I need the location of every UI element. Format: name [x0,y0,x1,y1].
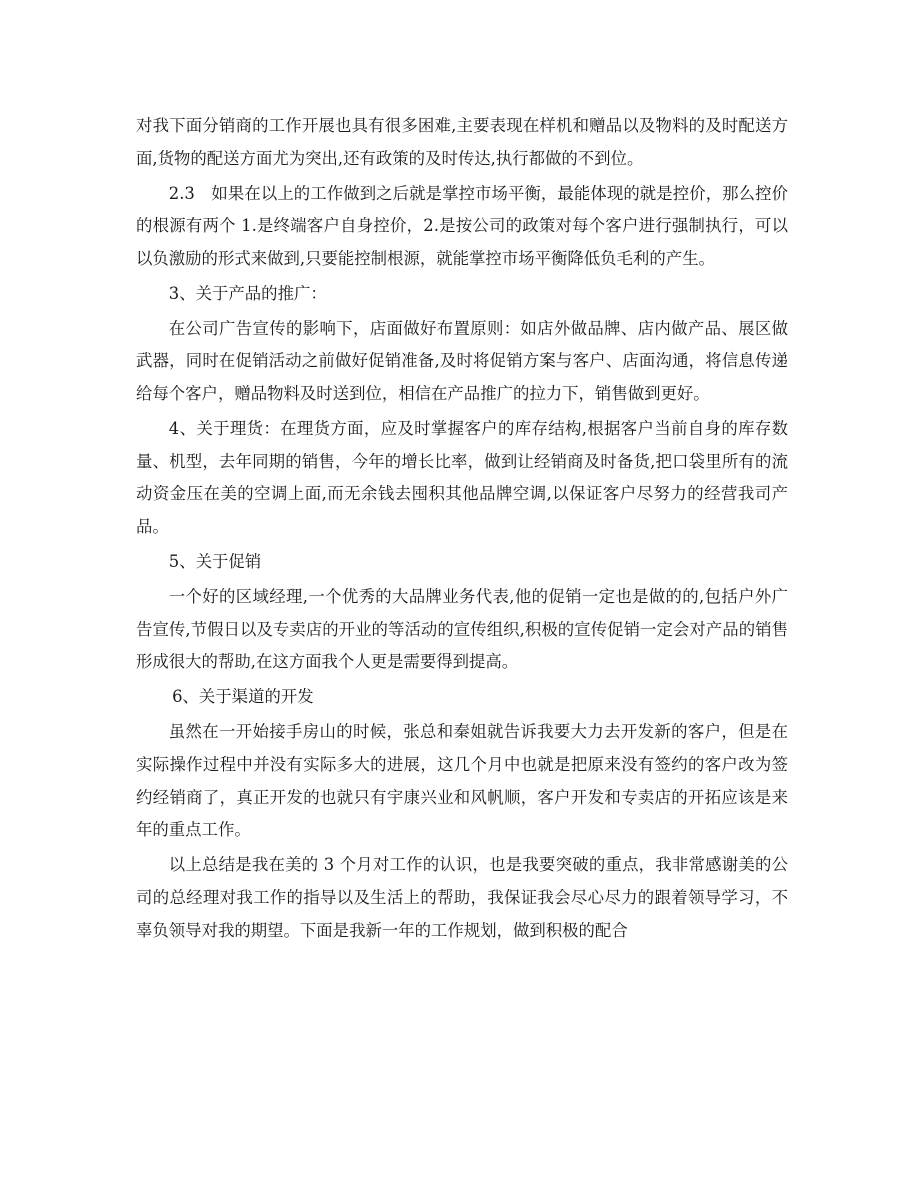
heading-sales-promotion: 5、关于促销 [168,552,262,572]
paragraph-product-promotion: 在公司广告宣传的影响下，店面做好布置原则：如店外做品牌、店内做产品、展区做武器，同时在促销活动之前做好促销准备,及时将促销方案与客户、店面沟通，将信息传递给每个客户，赠品物料及时送到位，相信在产品推广的拉力下，销售做到更好。 [136,318,788,404]
paragraph-price-control: 2.3 如果在以上的工作做到之后就是掌控市场平衡，最能体现的就是控价，那么控价的根源有两个 1.是终端客户自身控价，2.是按公司的政策对每个客户进行强制执行，可以以负激励的形式来做到,只要能控制根源，就能掌控市场平衡降低负毛利的产生。 [136,183,788,268]
paragraph-distribution-difficulties: 对我下面分销商的工作开展也具有很多困难,主要表现在样机和赠品以及物料的及时配送方面,货物的配送方面尤为突出,还有政策的及时传达,执行都做的不到位。 [136,116,788,168]
paragraph-inventory: 4、关于理货：在理货方面，应及时掌握客户的库存结构,根据客户当前自身的库存数量、机型，去年同期的销售，今年的增长比率，做到让经销商及时备货,把口袋里所有的流动资金压在美的空调上面,而无余钱去囤积其他品牌空调,以保证客户尽努力的经营我司产品。 [136,419,788,537]
paragraph-channel-development: 虽然在一开始接手房山的时候，张总和秦姐就告诉我要大力去开发新的客户，但是在实际操作过程中并没有实际多大的进展，这几个月中也就是把原来没有签约的客户改为签约经销商了，真正开发的也就只有宇康兴业和风帆顺，客户开发和专卖店的开拓应该是来年的重点工作。 [136,722,788,840]
paragraph-sales-promotion: 一个好的区域经理,一个优秀的大品牌业务代表,他的促销一定也是做的的,包括户外广告宣传,节假日以及专卖店的开业的等活动的宣传组织,积极的宣传促销一定会对产品的销售形成很大的帮助,在这方面我个人更是需要得到提高。 [136,586,788,672]
heading-product-promotion: 3、关于产品的推广： [168,283,327,303]
heading-channel-development: 6、关于渠道的开发 [172,687,314,707]
document-body [136,110,788,949]
paragraph-summary: 以上总结是我在美的 3 个月对工作的认识，也是我要突破的重点，我非常感谢美的公司的总经理对我工作的指导以及生活上的帮助，我保证我会尽心尽力的跟着领导学习，不辜负领导对我的期望。下面是我新一年的工作规划，做到积极的配合 [136,855,788,940]
